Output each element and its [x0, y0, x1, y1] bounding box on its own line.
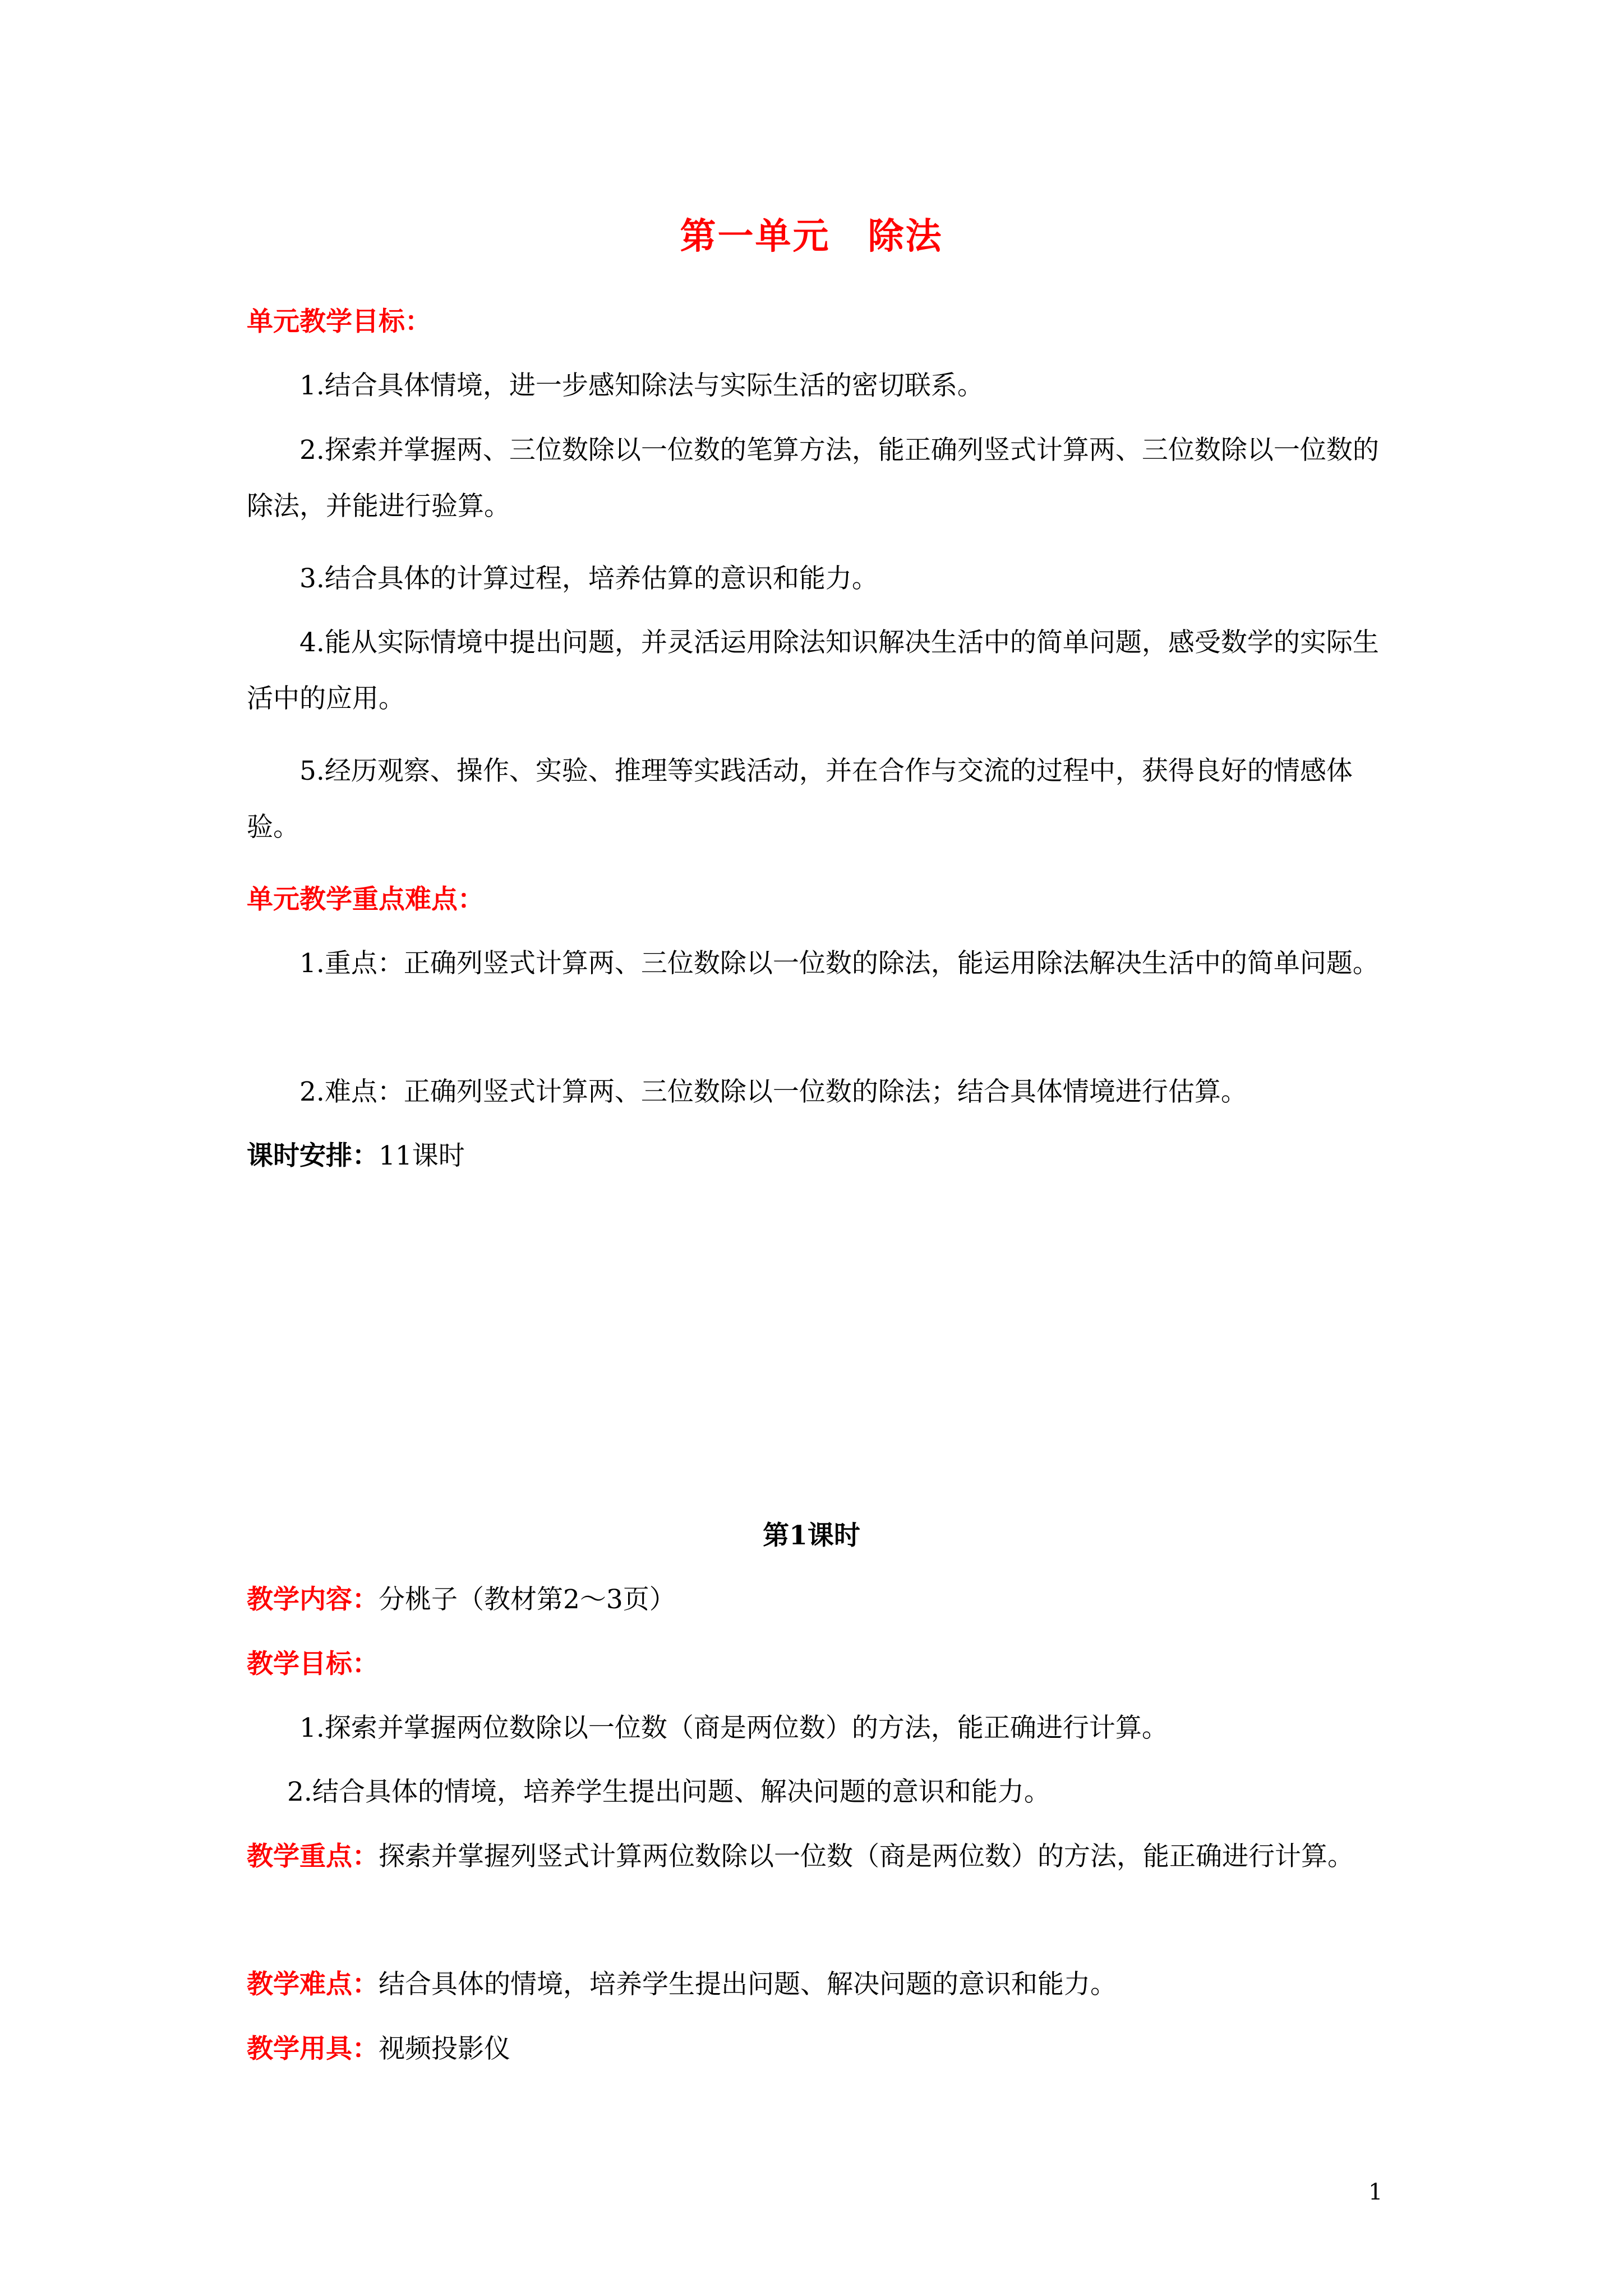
unit-goal-item: 1.结合具体情境，进一步感知除法与实际生活的密切联系。	[299, 370, 984, 401]
lesson-content-line	[247, 1572, 1402, 1628]
unit-goal-item: 5.经历观察、操作、实验、推理等实践活动，并在合作与交流的过程中，获得良好的情感体验。	[247, 756, 1353, 843]
lesson-difficulty-line	[247, 1957, 1402, 2013]
lesson-tools-value: 视频投影仪	[379, 2033, 510, 2064]
lesson-goal-item: 1.探索并掌握两位数除以一位数（商是两位数）的方法，能正确进行计算。	[299, 1713, 1168, 1743]
schedule-value: 11课时	[379, 1140, 465, 1171]
lesson-tools-label: 教学用具：	[247, 2033, 379, 2064]
key-point-item: 1.重点：正确列竖式计算两、三位数除以一位数的除法，能运用除法解决生活中的简单问题。	[299, 948, 1379, 979]
page-number: 1	[1368, 2179, 1383, 2205]
lesson-difficulty-label: 教学难点：	[247, 1969, 379, 2000]
lesson-focus-value: 探索并掌握列竖式计算两位数除以一位数（商是两位数）的方法，能正确进行计算。	[379, 1841, 1354, 1872]
key-points-heading: 单元教学重点难点：	[247, 884, 484, 915]
schedule-line	[247, 1128, 1402, 1184]
lesson-content-label: 教学内容：	[247, 1584, 379, 1615]
unit-goal-item: 4.能从实际情境中提出问题，并灵活运用除法知识解决生活中的简单问题，感受数学的实际生活中的应用。	[247, 627, 1379, 714]
lesson-goals-heading: 教学目标：	[247, 1649, 379, 1680]
schedule-label: 课时安排：	[247, 1140, 379, 1171]
unit-goal-item: 2.探索并掌握两、三位数除以一位数的笔算方法，能正确列竖式计算两、三位数除以一位数的除法，并能进行验算。	[247, 435, 1379, 522]
lesson-goal-item: 2.结合具体的情境，培养学生提出问题、解决问题的意识和能力。	[287, 1777, 1050, 1807]
unit-goal-item: 3.结合具体的计算过程，培养估算的意识和能力。	[299, 563, 878, 594]
lesson-difficulty-value: 结合具体的情境，培养学生提出问题、解决问题的意识和能力。	[379, 1969, 1117, 2000]
lesson-tools-line	[247, 2021, 1402, 2077]
unit-title: 第一单元 除法	[680, 215, 943, 257]
key-point-item: 2.难点：正确列竖式计算两、三位数除以一位数的除法；结合具体情境进行估算。	[299, 1076, 1247, 1107]
lesson-focus-label: 教学重点：	[247, 1841, 379, 1872]
lesson-focus-line	[247, 1829, 1402, 1885]
lesson-title: 第1课时	[763, 1520, 860, 1551]
unit-goals-heading: 单元教学目标：	[247, 306, 431, 337]
lesson-content-value: 分桃子（教材第2～3页）	[379, 1584, 676, 1615]
